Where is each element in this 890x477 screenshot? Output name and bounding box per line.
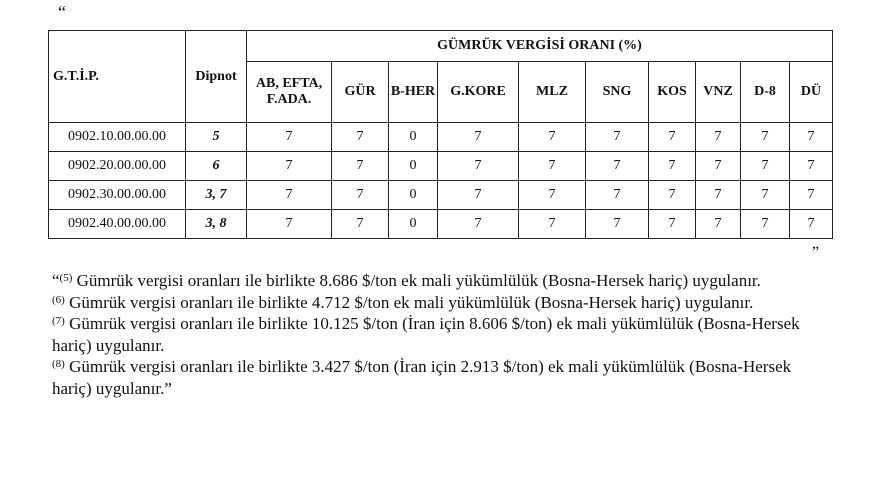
- footnote-mark: (5): [59, 272, 73, 284]
- rate-cell: 7: [649, 210, 696, 239]
- footnote-text: Gümrük vergisi oranları ile birlikte 8.686 $/ton ek mali yükümlülük (Bosna-Hersek hariç) uygulanır.: [72, 271, 761, 290]
- rate-cell: 7: [332, 123, 389, 152]
- column-header-sng: SNG: [586, 62, 649, 123]
- rate-cell: 0: [389, 152, 438, 181]
- footnote-paragraph: [52, 356, 812, 399]
- rate-cell: 7: [519, 123, 586, 152]
- footnote-text: Gümrük vergisi oranları ile birlikte 3.427 $/ton (İran için 2.913 $/ton) ek mali yükümlülük (Bosna-Hersek hariç) uygulanır.”: [52, 357, 792, 398]
- rate-cell: 7: [438, 152, 519, 181]
- rate-cell: 7: [586, 123, 649, 152]
- customs-duty-rate-header: GÜMRÜK VERGİSİ ORANI (%): [247, 31, 833, 62]
- gtip-code-cell: 0902.40.00.00.00: [49, 210, 186, 239]
- column-header-gur: GÜR: [332, 62, 389, 123]
- rate-cell: 7: [332, 210, 389, 239]
- footnote-mark: (6): [52, 293, 65, 306]
- rate-cell: 7: [696, 210, 741, 239]
- rate-cell: 7: [247, 123, 332, 152]
- footnote-ref-cell: 3, 7: [186, 181, 247, 210]
- footnote-ref-cell: 5: [186, 123, 247, 152]
- rate-cell: 7: [519, 210, 586, 239]
- footnote-paragraph: [52, 292, 812, 314]
- rate-cell: 7: [790, 181, 833, 210]
- rate-cell: 0: [389, 123, 438, 152]
- table-row: [49, 210, 833, 239]
- footnote-mark: (8): [52, 358, 65, 370]
- rate-cell: 7: [519, 152, 586, 181]
- footnote-paragraph: [52, 313, 812, 356]
- rate-cell: 7: [790, 123, 833, 152]
- rate-cell: 0: [389, 181, 438, 210]
- column-header-gkore: G.KORE: [438, 62, 519, 123]
- rate-cell: 7: [741, 210, 790, 239]
- rate-cell: 7: [696, 152, 741, 181]
- column-header-d8: D-8: [741, 62, 790, 123]
- column-header-bher: B-HER: [389, 62, 438, 123]
- rate-cell: 7: [519, 181, 586, 210]
- footnote-paragraph: [52, 270, 812, 292]
- footnote-ref-cell: 3, 8: [186, 210, 247, 239]
- column-header-du: DÜ: [790, 62, 833, 123]
- column-header-vnz: VNZ: [696, 62, 741, 123]
- closing-quote-mark: ”: [812, 244, 820, 261]
- table-row: [49, 181, 833, 210]
- dipnot-header: Dipnot: [186, 31, 247, 123]
- rate-cell: 7: [790, 210, 833, 239]
- rate-cell: 7: [586, 181, 649, 210]
- footnote-text: Gümrük vergisi oranları ile birlikte 4.712 $/ton ek mali yükümlülük (Bosna-Hersek hariç) uygulanır.: [64, 292, 754, 312]
- rate-cell: 7: [438, 123, 519, 152]
- column-header-ab-efta: AB, EFTA, F.ADA.: [247, 62, 332, 123]
- column-header-kos: KOS: [649, 62, 696, 123]
- footnote-text: Gümrük vergisi oranları ile birlikte 10.125 $/ton (İran için 8.606 $/ton) ek mali yükümlülük (Bosna-Hersek hariç) uygulanır.: [52, 314, 800, 355]
- rate-cell: 7: [332, 181, 389, 210]
- footnote-mark: (7): [52, 315, 65, 327]
- rate-cell: 7: [247, 181, 332, 210]
- opening-quote-mark: “: [58, 2, 66, 22]
- column-header-mlz: MLZ: [519, 62, 586, 123]
- footnote-prefix: “: [52, 271, 60, 290]
- rate-cell: 7: [696, 123, 741, 152]
- rate-cell: 7: [586, 152, 649, 181]
- rate-cell: 7: [741, 152, 790, 181]
- table-row: [49, 123, 833, 152]
- rate-cell: 7: [332, 152, 389, 181]
- rate-cell: 7: [696, 181, 741, 210]
- rate-cell: 7: [586, 210, 649, 239]
- rate-cell: 7: [438, 210, 519, 239]
- rate-cell: 7: [438, 181, 519, 210]
- rate-cell: 7: [741, 123, 790, 152]
- rate-cell: 7: [649, 181, 696, 210]
- rate-cell: 7: [649, 152, 696, 181]
- gtip-header: G.T.İ.P.: [49, 31, 186, 123]
- gtip-code-cell: 0902.20.00.00.00: [49, 152, 186, 181]
- rate-cell: 7: [790, 152, 833, 181]
- gtip-code-cell: 0902.10.00.00.00: [49, 123, 186, 152]
- rate-cell: 7: [649, 123, 696, 152]
- rate-cell: 0: [389, 210, 438, 239]
- footnote-ref-cell: 6: [186, 152, 247, 181]
- rate-cell: 7: [247, 210, 332, 239]
- tariff-table: [48, 30, 833, 239]
- table-row: [49, 152, 833, 181]
- footnotes: [52, 270, 812, 399]
- rate-cell: 7: [741, 181, 790, 210]
- gtip-code-cell: 0902.30.00.00.00: [49, 181, 186, 210]
- rate-cell: 7: [247, 152, 332, 181]
